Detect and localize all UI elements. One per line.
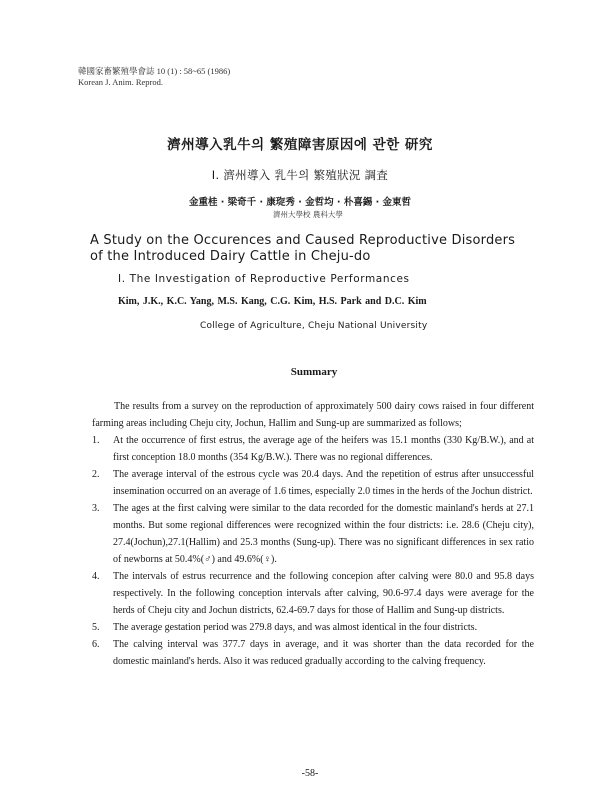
list-item-text: The average interval of the estrous cycle was 20.4 days. And the repetition of estrus after unsuccessful insemination occurred on an average of 1.6 times, especially 2.0 times in the herds of the Jochun district.: [113, 469, 534, 497]
page-number: -58-: [301, 768, 319, 779]
journal-english-name: Korean J. Anim. Reprod.: [78, 77, 163, 87]
summary-body: [92, 398, 534, 670]
list-item-number: 5.: [92, 622, 100, 633]
list-item-number: 4.: [92, 571, 100, 582]
list-item-number: 1.: [92, 435, 100, 446]
summary-heading: Summary: [290, 366, 338, 378]
list-item-text: The ages at the first calving were similar to the data recorded for the domestic mainland's herds at 27.1 months. But some regional differences were recognized within the four districts: i.e. 28.6 (Cheju city), 27.4(Jochun),27.1(Hallim) and 25.3 months (Sung-up). There was no significant differences in sex ratio of newborns at 50.4%(♂) and 49.6%(♀).: [113, 503, 534, 565]
list-item: [92, 636, 534, 670]
list-item: [92, 500, 534, 568]
list-item: [92, 568, 534, 619]
list-item-text: The average gestation period was 279.8 days, and was almost identical in the four districts.: [113, 622, 478, 633]
list-item: [92, 466, 534, 500]
journal-korean-citation: 韓國家畜繁殖學會誌 10 (1) : 58~65 (1986): [78, 66, 231, 76]
summary-list: [92, 432, 534, 670]
list-item-text: The calving interval was 377.7 days in average, and it was shorter than the data recorded for the domestic mainland's herds. Also it was reduced gradually according to the calving frequency.: [113, 639, 534, 667]
english-subtitle: I. The Investigation of Reproductive Performances: [118, 273, 410, 285]
list-item-text: At the occurrence of first estrus, the average age of the heifers was 15.1 months (330 Kg/B.W.), and at first conception 18.0 months (354 Kg/B.W.). There was no regional differences.: [113, 435, 534, 463]
journal-citation: [78, 66, 230, 88]
summary-intro: The results from a survey on the reproduction of approximately 500 dairy cows raised in four different farming areas including Cheju city, Jochun, Hallim and Sung-up are summarized as follows;: [92, 401, 534, 429]
korean-authors: 金重桂 · 梁奇千 · 康琁秀 · 金哲均 · 朴喜錫 · 金東哲: [188, 197, 412, 208]
list-item-number: 2.: [92, 469, 100, 480]
english-authors: Kim, J.K., K.C. Yang, M.S. Kang, C.G. Kim, H.S. Park and D.C. Kim: [118, 296, 427, 307]
korean-affiliation: 濟州大學校 農科大學: [273, 210, 343, 219]
list-item-number: 3.: [92, 503, 100, 514]
korean-subtitle: Ⅰ. 濟州導入 乳牛의 繁殖狀況 調査: [211, 168, 389, 182]
list-item: [92, 432, 534, 466]
list-item-number: 6.: [92, 639, 100, 650]
list-item: [92, 619, 534, 636]
list-item-text: The intervals of estrus recurrence and the following concepion after calving were 80.0 and 95.8 days respectively. In the following conception intervals after calving, 90.6-97.4 days were average for the herds of Cheju city and Jochun districts, 62.4-69.7 days for those of Hallim and Sung-up districts.: [113, 571, 534, 616]
english-title-line2: of the Introduced Dairy Cattle in Cheju-do: [90, 249, 371, 264]
english-title: [90, 233, 550, 265]
korean-title: 濟州導入乳牛의 繁殖障害原因에 관한 研究: [167, 137, 433, 153]
english-title-line1: A Study on the Occurences and Caused Reproductive Disorders: [90, 233, 516, 248]
english-affiliation: College of Agriculture, Cheju National University: [200, 321, 428, 331]
